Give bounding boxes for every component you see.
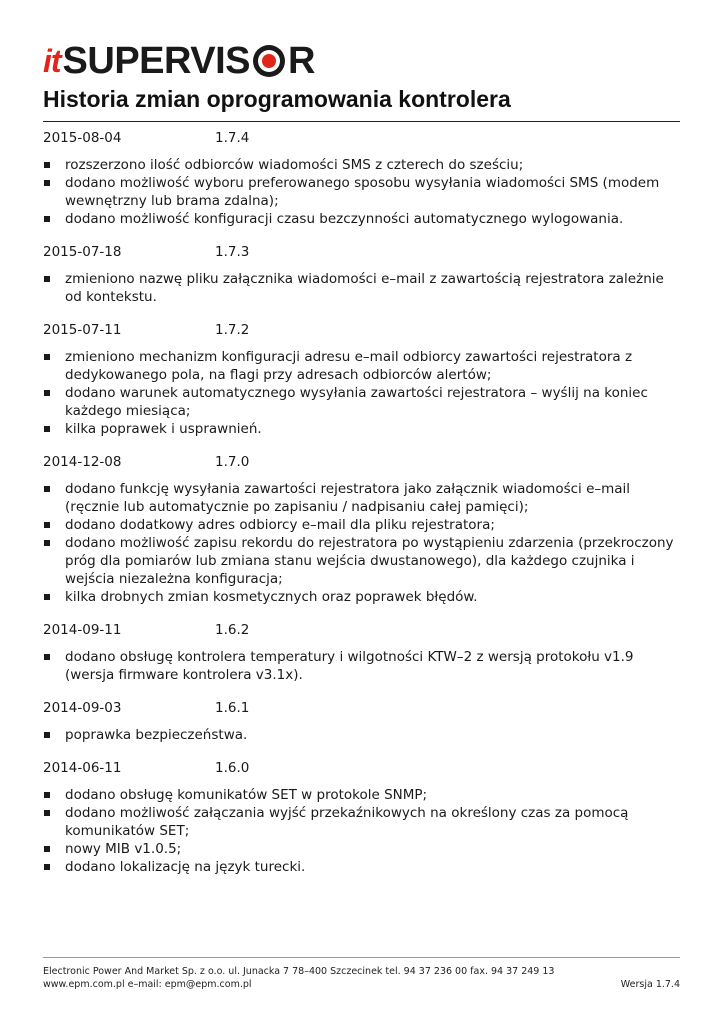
- square-bullet-icon: [44, 594, 50, 600]
- changelog-entry: [43, 759, 683, 876]
- change-text: dodano możliwość konfiguracji czasu bezczynności automatycznego wylogowania.: [65, 211, 624, 227]
- square-bullet-icon: [44, 180, 50, 186]
- change-text: dodano warunek automatycznego wysyłania zawartości rejestratora – wyślij na koniec każdego miesiąca;: [65, 385, 648, 419]
- square-bullet-icon: [44, 354, 50, 360]
- logo-text-part1: SUPERVIS: [62, 40, 251, 82]
- entry-header: [43, 243, 683, 261]
- changelog-entry: [43, 699, 683, 744]
- change-item: [43, 420, 683, 438]
- change-list: [43, 786, 683, 876]
- change-item: [43, 516, 683, 534]
- change-item: [43, 840, 683, 858]
- entry-header: [43, 129, 683, 147]
- footer-version: Wersja 1.7.4: [620, 979, 680, 990]
- entry-version: 1.6.2: [215, 622, 250, 638]
- change-list: [43, 270, 683, 306]
- change-text: dodano możliwość załączania wyjść przekaźnikowych na określony czas za pomocą komunikatów SET;: [65, 805, 629, 839]
- change-item: [43, 348, 683, 384]
- square-bullet-icon: [44, 732, 50, 738]
- entry-header: [43, 759, 683, 777]
- entry-header: [43, 453, 683, 471]
- entry-version: 1.6.0: [215, 760, 250, 776]
- change-list: [43, 480, 683, 606]
- change-item: [43, 534, 683, 588]
- change-item: [43, 174, 683, 210]
- change-item: [43, 858, 683, 876]
- square-bullet-icon: [44, 426, 50, 432]
- square-bullet-icon: [44, 486, 50, 492]
- itsupervisor-logo: [43, 33, 315, 82]
- change-text: dodano lokalizację na język turecki.: [65, 859, 306, 875]
- change-text: rozszerzono ilość odbiorców wiadomości SMS z czterech do sześciu;: [65, 157, 524, 173]
- changelog: [43, 129, 683, 891]
- change-item: [43, 648, 683, 684]
- entry-header: [43, 621, 683, 639]
- square-bullet-icon: [44, 216, 50, 222]
- header-divider: [43, 121, 680, 122]
- change-list: [43, 648, 683, 684]
- entry-version: 1.7.2: [215, 322, 250, 338]
- entry-date: 2014-06-11: [43, 760, 122, 776]
- change-item: [43, 210, 683, 228]
- entry-date: 2014-09-03: [43, 700, 122, 716]
- logo-text-part2: R: [288, 40, 315, 82]
- entry-version: 1.7.3: [215, 244, 250, 260]
- square-bullet-icon: [44, 654, 50, 660]
- entry-date: 2014-09-11: [43, 622, 122, 638]
- square-bullet-icon: [44, 162, 50, 168]
- changelog-entry: [43, 621, 683, 684]
- change-item: [43, 786, 683, 804]
- entry-header: [43, 321, 683, 339]
- square-bullet-icon: [44, 540, 50, 546]
- change-text: dodano funkcję wysyłania zawartości rejestratora jako załącznik wiadomości e–mail (ręcznie lub automatycznie po zapisaniu / nadpisaniu całej pamięci);: [65, 481, 631, 515]
- change-item: [43, 726, 683, 744]
- change-list: [43, 348, 683, 438]
- changelog-entry: [43, 243, 683, 306]
- entry-date: 2014-12-08: [43, 454, 122, 470]
- change-text: nowy MIB v1.0.5;: [65, 841, 182, 857]
- square-bullet-icon: [44, 276, 50, 282]
- footer: [43, 965, 680, 991]
- entry-version: 1.7.0: [215, 454, 250, 470]
- square-bullet-icon: [44, 810, 50, 816]
- change-text: dodano dodatkowy adres odbiorcy e–mail dla pliku rejestratora;: [65, 517, 495, 533]
- square-bullet-icon: [44, 846, 50, 852]
- change-text: poprawka bezpieczeństwa.: [65, 727, 248, 743]
- change-text: dodano możliwość wyboru preferowanego sposobu wysyłania wiadomości SMS (modem wewnętrzny lub brama zdalna);: [65, 175, 660, 209]
- change-text: kilka drobnych zmian kosmetycznych oraz poprawek błędów.: [65, 589, 478, 605]
- change-item: [43, 588, 683, 606]
- square-bullet-icon: [44, 864, 50, 870]
- entry-date: 2015-07-11: [43, 322, 122, 338]
- changelog-entry: [43, 453, 683, 606]
- footer-company: Electronic Power And Market Sp. z o.o. ul. Junacka 7 78–400 Szczecinek tel. 94 37 236 00 fax. 94 37 249 13: [43, 966, 555, 977]
- change-item: [43, 156, 683, 174]
- logo-wordmark: [62, 40, 315, 82]
- change-text: zmieniono nazwę pliku załącznika wiadomości e–mail z zawartością rejestratora zależnie od kontekstu.: [65, 271, 664, 305]
- changelog-entry: [43, 321, 683, 438]
- change-text: kilka poprawek i usprawnień.: [65, 421, 262, 437]
- change-item: [43, 804, 683, 840]
- square-bullet-icon: [44, 390, 50, 396]
- entry-version: 1.6.1: [215, 700, 250, 716]
- footer-divider: [43, 957, 680, 958]
- change-item: [43, 270, 683, 306]
- change-list: [43, 726, 683, 744]
- target-icon: [251, 43, 287, 79]
- change-item: [43, 384, 683, 420]
- square-bullet-icon: [44, 522, 50, 528]
- square-bullet-icon: [44, 792, 50, 798]
- change-text: dodano możliwość zapisu rekordu do rejestratora po wystąpieniu zdarzenia (przekroczony próg dla pomiarów lub zmiana stanu wejścia dwustanowego), dla każdego czujnika i wejścia niezależna konfiguracja;: [65, 535, 674, 587]
- change-text: zmieniono mechanizm konfiguracji adresu e–mail odbiorcy zawartości rejestratora z dedykowanego pola, na flagi przy adresach odbiorców alertów;: [65, 349, 633, 383]
- changelog-entry: [43, 129, 683, 228]
- page-title: Historia zmian oprogramowania kontrolera: [43, 86, 511, 112]
- change-text: dodano obsługę komunikatów SET w protokole SNMP;: [65, 787, 428, 803]
- entry-date: 2015-08-04: [43, 130, 122, 146]
- entry-version: 1.7.4: [215, 130, 250, 146]
- logo-prefix: it: [43, 43, 61, 79]
- entry-date: 2015-07-18: [43, 244, 122, 260]
- change-text: dodano obsługę kontrolera temperatury i wilgotności KTW–2 z wersją protokołu v1.9 (wersja firmware kontrolera v3.1x).: [65, 649, 634, 683]
- change-item: [43, 480, 683, 516]
- entry-header: [43, 699, 683, 717]
- footer-contact: www.epm.com.pl e–mail: epm@epm.com.pl: [43, 979, 252, 990]
- change-list: [43, 156, 683, 228]
